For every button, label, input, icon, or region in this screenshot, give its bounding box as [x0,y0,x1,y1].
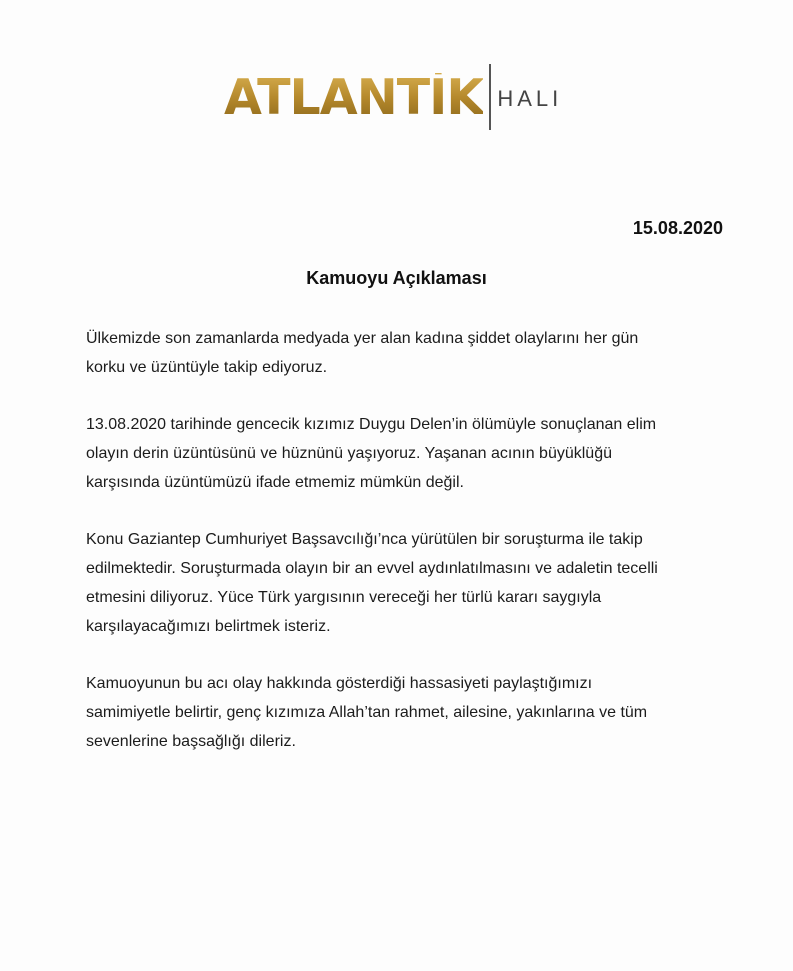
company-logo [224,62,562,132]
paragraph-2 [86,410,726,497]
paragraph-3 [86,525,726,641]
text-line: samimiyetle belirtir, genç kızımıza Allah’tan rahmet, ailesine, yakınlarına ve tüm [86,704,648,721]
text-line: karşılayacağımızı belirtmek isteriz. [86,618,331,635]
document-title: Kamuoyu Açıklaması [306,268,487,288]
text-line: olayın derin üzüntüsünü ve hüznünü yaşıyoruz. Yaşanan acının büyüklüğü [86,445,612,462]
logo-sub-text: HALI [497,86,563,111]
document-date: 15.08.2020 [632,218,723,238]
paragraph-1 [86,324,726,382]
logo-divider [489,64,491,130]
text-line: sevenlerine başsağlığı dileriz. [86,733,296,750]
logo-brand-text: ATLANTİK [224,68,484,126]
text-line: Ülkemizde son zamanlarda medyada yer alan kadına şiddet olaylarını her gün [86,330,639,347]
text-line: etmesini diliyoruz. Yüce Türk yargısının vereceği her türlü kararı saygıyla [86,589,602,606]
paragraph-4 [86,669,726,756]
text-line: 13.08.2020 tarihinde gencecik kızımız Duygu Delen’in ölümüyle sonuçlanan elim [86,416,657,433]
document-body [86,324,726,784]
text-line: Konu Gaziantep Cumhuriyet Başsavcılığı’nca yürütülen bir soruşturma ile takip [86,531,643,548]
text-line: karşısında üzüntümüzü ifade etmemiz mümkün değil. [86,474,464,491]
text-line: korku ve üzüntüyle takip ediyoruz. [86,359,328,376]
text-line: Kamuoyunun bu acı olay hakkında gösterdiği hassasiyeti paylaştığımızı [86,675,593,692]
text-line: edilmektedir. Soruşturmada olayın bir an evvel aydınlatılmasını ve adaletin tecelli [86,560,658,577]
